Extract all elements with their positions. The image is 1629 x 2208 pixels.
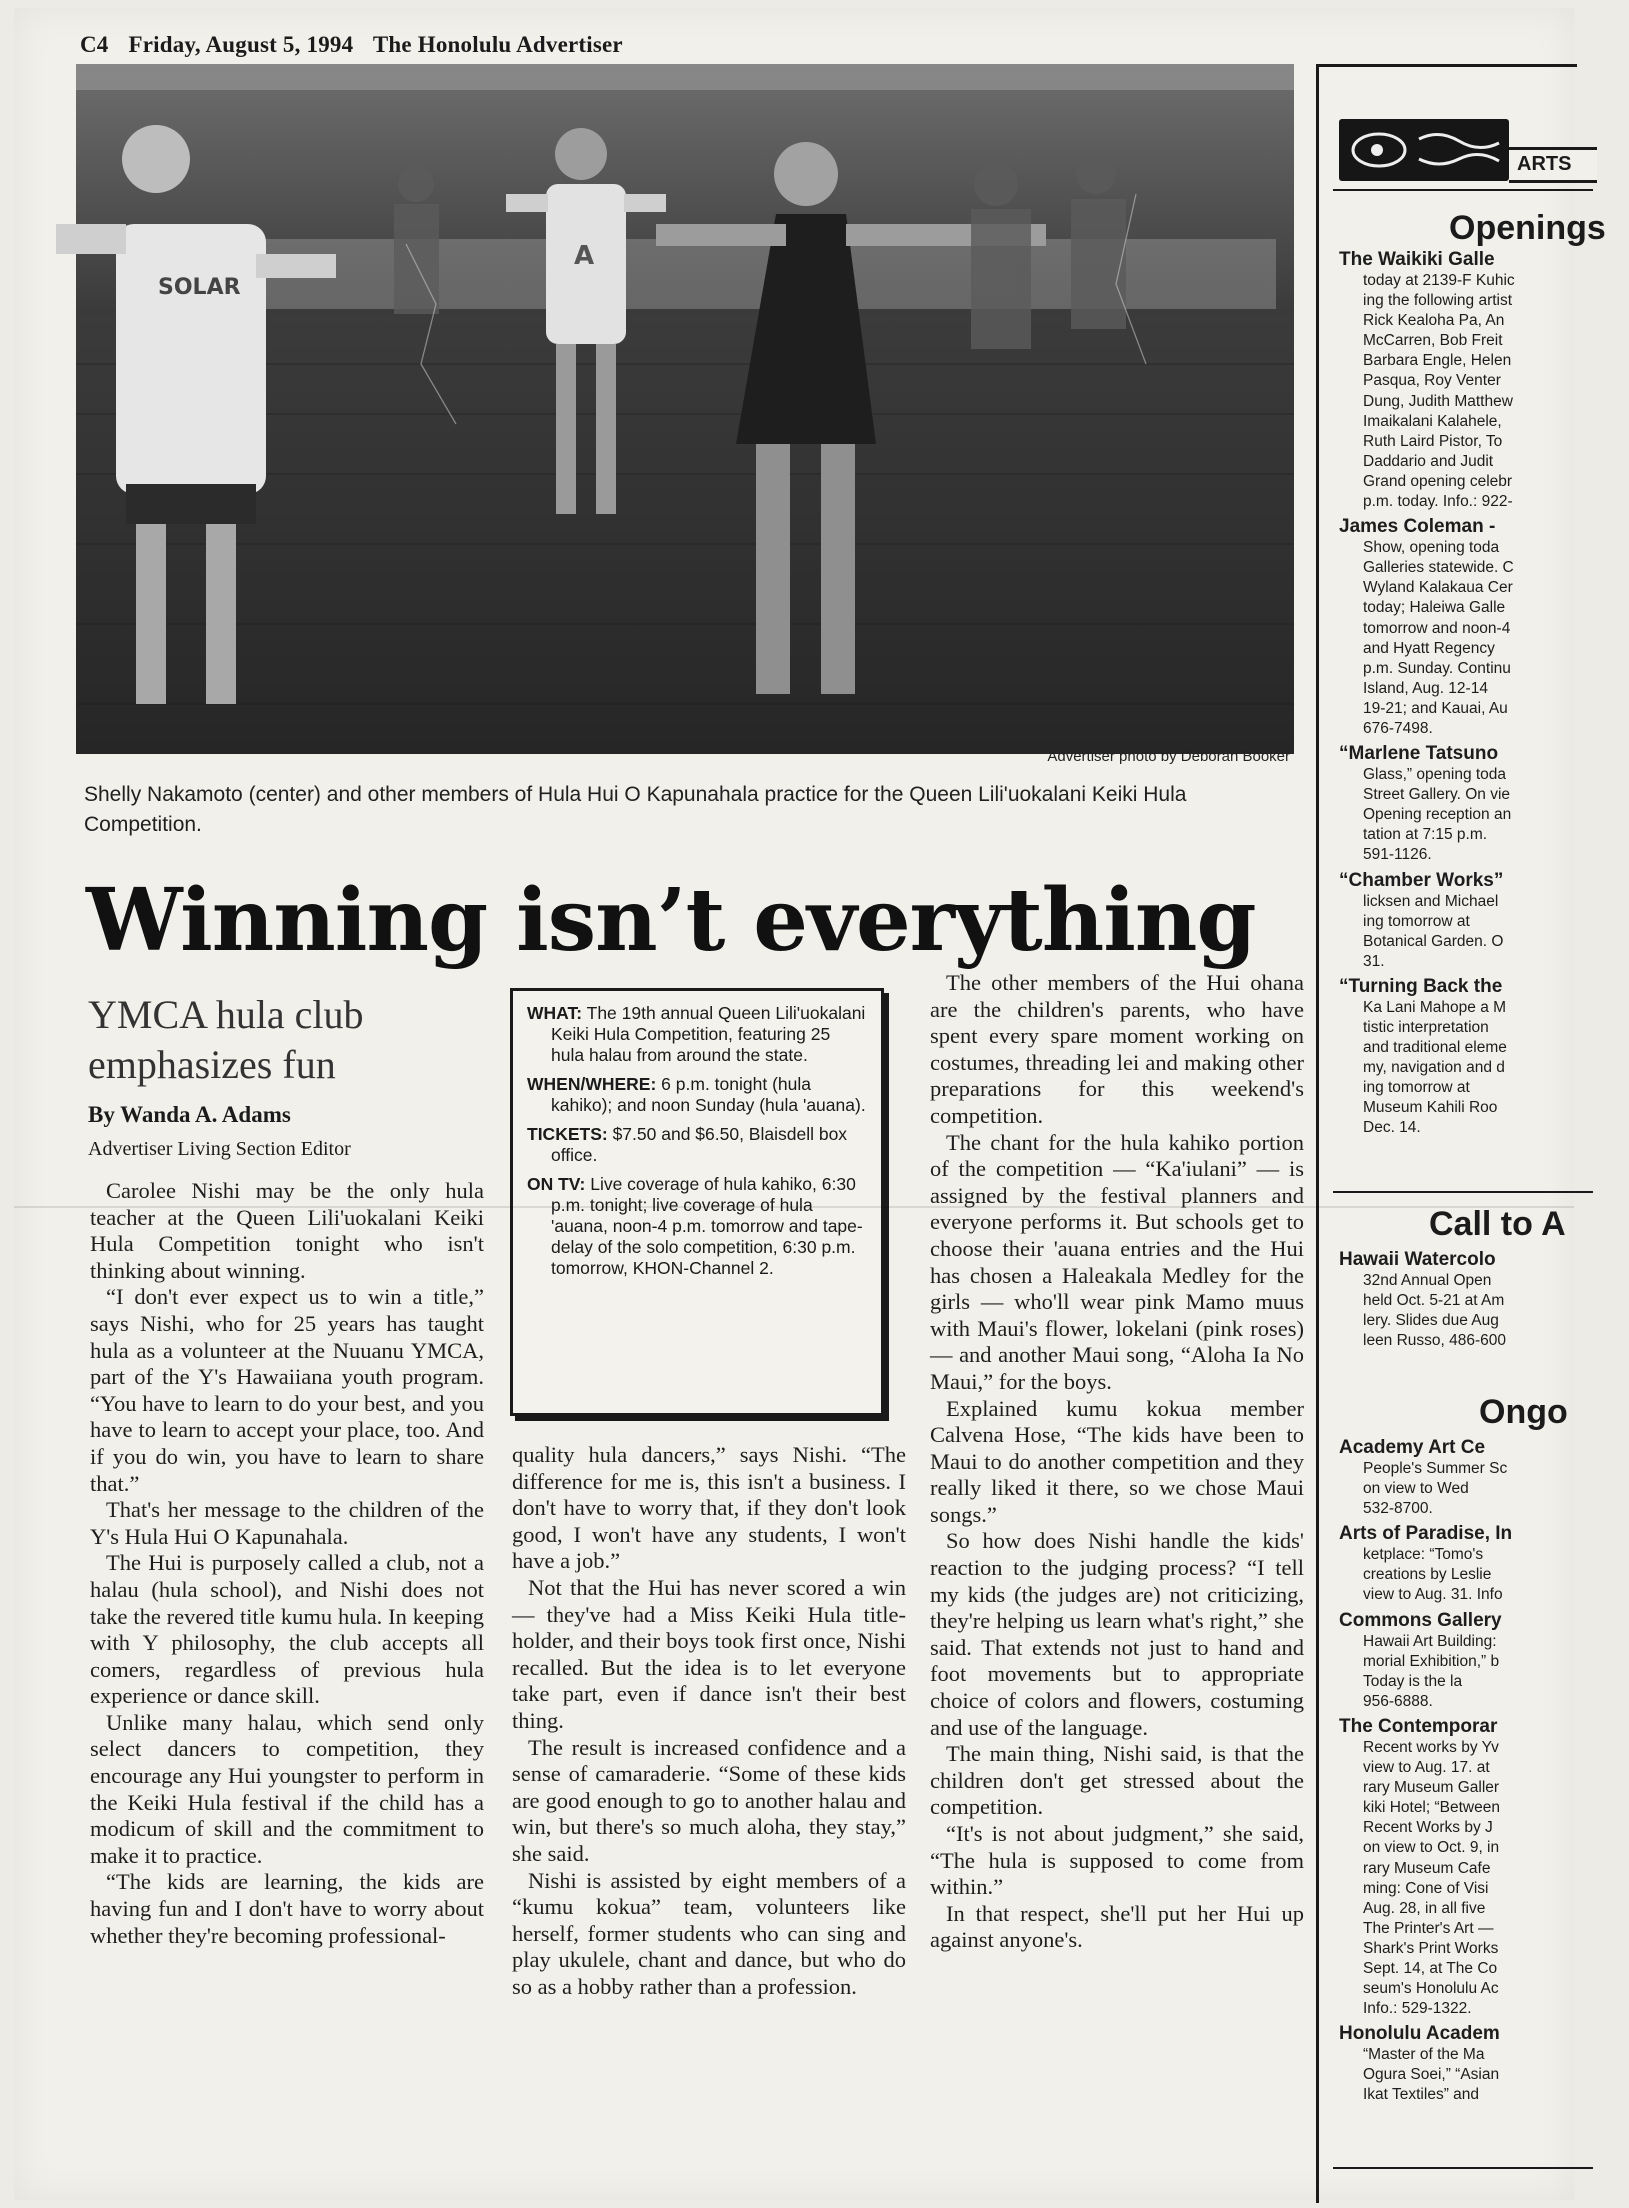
ongoing-heading: Ongo (1479, 1393, 1568, 1431)
listing-item (1339, 249, 1629, 512)
subheadline: YMCA hula club emphasizes fun (88, 992, 364, 1087)
info-tickets (527, 1124, 867, 1166)
listing-name: “Turning Back the (1339, 975, 1503, 997)
paragraph: So how does Nishi handle the kids' reaction to the judging process? “I tell my kids (the judges are) not criticizing, they're helping us learn what's right,” she said. That extends not just to hand and foot movements but to appropriate choice of colors and flowers, costuming and use of the language. (930, 1528, 1304, 1740)
listing-name: The Contemporar (1339, 1715, 1498, 1737)
listing-body: ketplace: “Tomo's creations by Leslie view to Aug. 31. Info (1363, 1546, 1503, 1604)
paragraph: Not that the Hui has never scored a win — they've had a Miss Keiki Hula title-holder, and their boys took first once, Nishi recalled. But the idea is to let everyone take part, even if dance isn't their best thing. (512, 1574, 906, 1733)
listing-body: People's Summer Sc on view to Wed 532-8700. (1363, 1460, 1508, 1518)
news-photo (76, 64, 1294, 754)
divider (1333, 2167, 1593, 2169)
listing-item (1339, 516, 1629, 739)
listing-item (1339, 1249, 1629, 1351)
newspaper-name: The Honolulu Advertiser (372, 32, 623, 57)
section-tag: ARTS (1509, 147, 1597, 183)
listing-body: Glass,” opening toda Street Gallery. On vie Opening reception an tation at 7:15 p.m. 591-1126. (1363, 766, 1512, 864)
paragraph: In that respect, she'll put her Hui up against anyone's. (930, 1900, 1304, 1953)
article-column-1 (90, 1178, 484, 1949)
info-when (527, 1074, 867, 1116)
paragraph: Unlike many halau, which send only select dancers to competition, they encourage any Hui youngster to perform in the Keiki Hula festival if the child has a modicum of skill and the commitment to make it to practice. (90, 1709, 484, 1868)
arts-logo-icon (1339, 119, 1509, 181)
info-tickets-text: $7.50 and $6.50, Blaisdell box office. (551, 1124, 848, 1165)
listing-item (1339, 2023, 1629, 2105)
paragraph: The other members of the Hui ohana are the children's parents, who have spent every spare moment working on costumes, threading lei and making other preparations for this weekend's competition. (930, 970, 1304, 1128)
listing-body: 32nd Annual Open held Oct. 5-21 at Am lery. Slides due Aug leen Russo, 486-600 (1363, 1272, 1507, 1350)
photo-credit: Advertiser photo by Deborah Booker (1047, 748, 1290, 765)
listing-body: licksen and Michael ing tomorrow at Botanical Garden. O 31. (1363, 892, 1504, 970)
paragraph: Carolee Nishi may be the only hula teacher at the Queen Lili'uokalani Keiki Hula Competition tonight who isn't thinking about winning. (90, 1178, 484, 1283)
newspaper-page (14, 8, 1606, 2200)
openings-heading: Openings (1449, 209, 1606, 247)
openings-list (1339, 249, 1629, 1143)
info-when-label: WHEN/WHERE: (527, 1074, 657, 1094)
call-heading: Call to A (1429, 1205, 1566, 1243)
issue-date: Friday, August 5, 1994 (128, 32, 354, 57)
listing-item (1339, 1437, 1629, 1519)
listing-item (1339, 976, 1629, 1139)
listing-item (1339, 743, 1629, 865)
event-info-box (510, 988, 884, 1416)
folio-line (80, 32, 637, 58)
paragraph: quality hula dancers,” says Nishi. “The difference for me is, this isn't a business. I don't have to worry that, if they don't look good, I won't have any students, I won't have a job.” (512, 1442, 906, 1574)
article-column-3 (930, 970, 1304, 1954)
info-when-text: 6 p.m. tonight (hula kahiko); and noon Sunday (hula 'auana). (551, 1074, 866, 1115)
listing-item (1339, 1716, 1629, 2019)
listing-body: Ka Lani Mahope a M tistic interpretation and traditional eleme my, navigation and d ing tomorrow at Museum Kahili Roo Dec. 14. (1363, 998, 1507, 1137)
listing-item (1339, 1523, 1629, 1605)
page-number: C4 (80, 32, 109, 57)
listing-body: today at 2139-F Kuhic ing the following artist Rick Kealoha Pa, An McCarren, Bob Freit Barbara Engle, Helen Pasqua, Roy Venter Dung, Judith Matthew Imaikalani Kalahele, Ruth Laird Pistor, To Daddario and Judit Grand opening celebr p.m. today. Info.: 922- (1363, 272, 1515, 511)
listing-body: Recent works by Yv view to Aug. 17. at rary Museum Galler kiki Hotel; “Between Recent Works by J on view to Oct. 9, in rary Museum Cafe ming: Cone of Visi Aug. 28, in all five The Printer's Art — Shark's Print Works Sept. 14, at The Co seum's Honolulu Ac Info.: 529-1322. (1363, 1738, 1500, 2018)
photo-caption: Shelly Nakamoto (center) and other members of Hula Hui O Kapunahala practice for the Queen Lili'uokalani Keiki Hula Competition. (84, 783, 1187, 836)
paragraph: The Hui is purposely called a club, not a halau (hula school), and Nishi does not take the revered title kumu hula. In keeping with Y philosophy, the club accepts all comers, regardless of previous hula experience or dance skill. (90, 1550, 484, 1709)
paragraph: The chant for the hula kahiko portion of the competition — “Ka'iulani” — is assigned by the festival planners and everyone performs it. But schools get to choose their 'auana entries and the Hui has chosen a Haleakala Medley for the girls — who'll wear pink Mamo muus with Maui's flower, lokelani (pink roses) — and another Maui song, “Aloha Ia No Maui,” for the boys. (930, 1129, 1304, 1394)
paragraph: Explained kumu kokua member Calvena Hose, “The kids have been to Maui to do another competition and they really liked it there, so we chose Maui songs.” (930, 1395, 1304, 1527)
paragraph: “It's is not about judgment,” she said, “The hula is supposed to come from within.” (930, 1821, 1304, 1900)
listing-name: “Marlene Tatsuno (1339, 743, 1499, 765)
listing-body: Hawaii Art Building: morial Exhibition,” b Today is the la 956-6888. (1363, 1632, 1500, 1710)
info-what-text: The 19th annual Queen Lili'uokalani Keiki Hula Competition, featuring 25 hula halau from around the state. (551, 1003, 866, 1065)
ongoing-list (1339, 1437, 1629, 2110)
byline-title: Advertiser Living Section Editor (88, 1138, 351, 1160)
headline: Winning isn’t everything (86, 870, 1256, 971)
byline: By Wanda A. Adams (88, 1102, 291, 1127)
info-what-label: WHAT: (527, 1003, 583, 1023)
paragraph: “I don't ever expect us to win a title,” says Nishi, who for 25 years has taught hula as a volunteer at the Nuuanu YMCA, part of the Y's Hawaiiana youth program. “You have to learn to do your best, and you have to learn to accept your place, too. And if you do win, you have to learn to share that.” (90, 1284, 484, 1496)
info-what (527, 1003, 867, 1066)
divider (1333, 189, 1593, 191)
info-tv-label: ON TV: (527, 1174, 586, 1194)
listing-name: James Coleman - (1339, 516, 1496, 538)
paragraph: “The kids are learning, the kids are having fun and I don't have to worry about whether they're becoming professional- (90, 1869, 484, 1948)
call-list (1339, 1249, 1629, 1355)
listing-name: Honolulu Academ (1339, 2023, 1500, 2045)
listing-item (1339, 1610, 1629, 1712)
paragraph: That's her message to the children of the Y's Hula Hui O Kapunahala. (90, 1497, 484, 1549)
paragraph: The main thing, Nishi said, is that the children don't get stressed about the competition. (930, 1741, 1304, 1820)
article-column-2 (512, 1442, 906, 2000)
info-tickets-label: TICKETS: (527, 1124, 608, 1144)
arts-listings-sidebar (1316, 64, 1606, 2203)
listing-body: Show, opening toda Galleries statewide. C Wyland Kalakaua Cer today; Haleiwa Galle tomorrow and noon-4 and Hyatt Regency p.m. Sunday. Continu Island, Aug. 12-14 19-21; and Kauai, Au 676-7498. (1363, 539, 1514, 737)
info-tv (527, 1174, 867, 1279)
info-tv-text: Live coverage of hula kahiko, 6:30 p.m. tonight; live coverage of hula 'auana, noon-4 p.m. tomorrow and tape-delay of the solo competition, 6:30 p.m. tomorrow, KHON-Channel 2. (551, 1174, 863, 1278)
listing-body: “Master of the Ma Ogura Soei,” “Asian Ikat Textiles” and (1363, 2046, 1500, 2104)
paper-fold-line (14, 1206, 1574, 1208)
paragraph: Nishi is assisted by eight members of a “kumu kokua” team, volunteers like herself, former students who can sing and play ukulele, chant and dance, but who do so as a hobby rather than a profession. (512, 1867, 906, 1999)
listing-name: Arts of Paradise, In (1339, 1523, 1513, 1545)
listing-name: Hawaii Watercolo (1339, 1249, 1496, 1270)
listing-name: Commons Gallery (1339, 1609, 1502, 1631)
listing-name: Academy Art Ce (1339, 1437, 1486, 1458)
listing-item (1339, 870, 1629, 972)
paragraph: The result is increased confidence and a sense of camaraderie. “Some of these kids are good enough to go to another halau and win, but there's so much aloha, they stay,” she said. (512, 1734, 906, 1866)
divider (1333, 1191, 1593, 1193)
listing-name: The Waikiki Galle (1339, 249, 1495, 270)
listing-name: “Chamber Works” (1339, 869, 1504, 891)
shirt-text-a: A (574, 241, 595, 271)
shirt-text-solar: SOLAR (158, 275, 241, 300)
